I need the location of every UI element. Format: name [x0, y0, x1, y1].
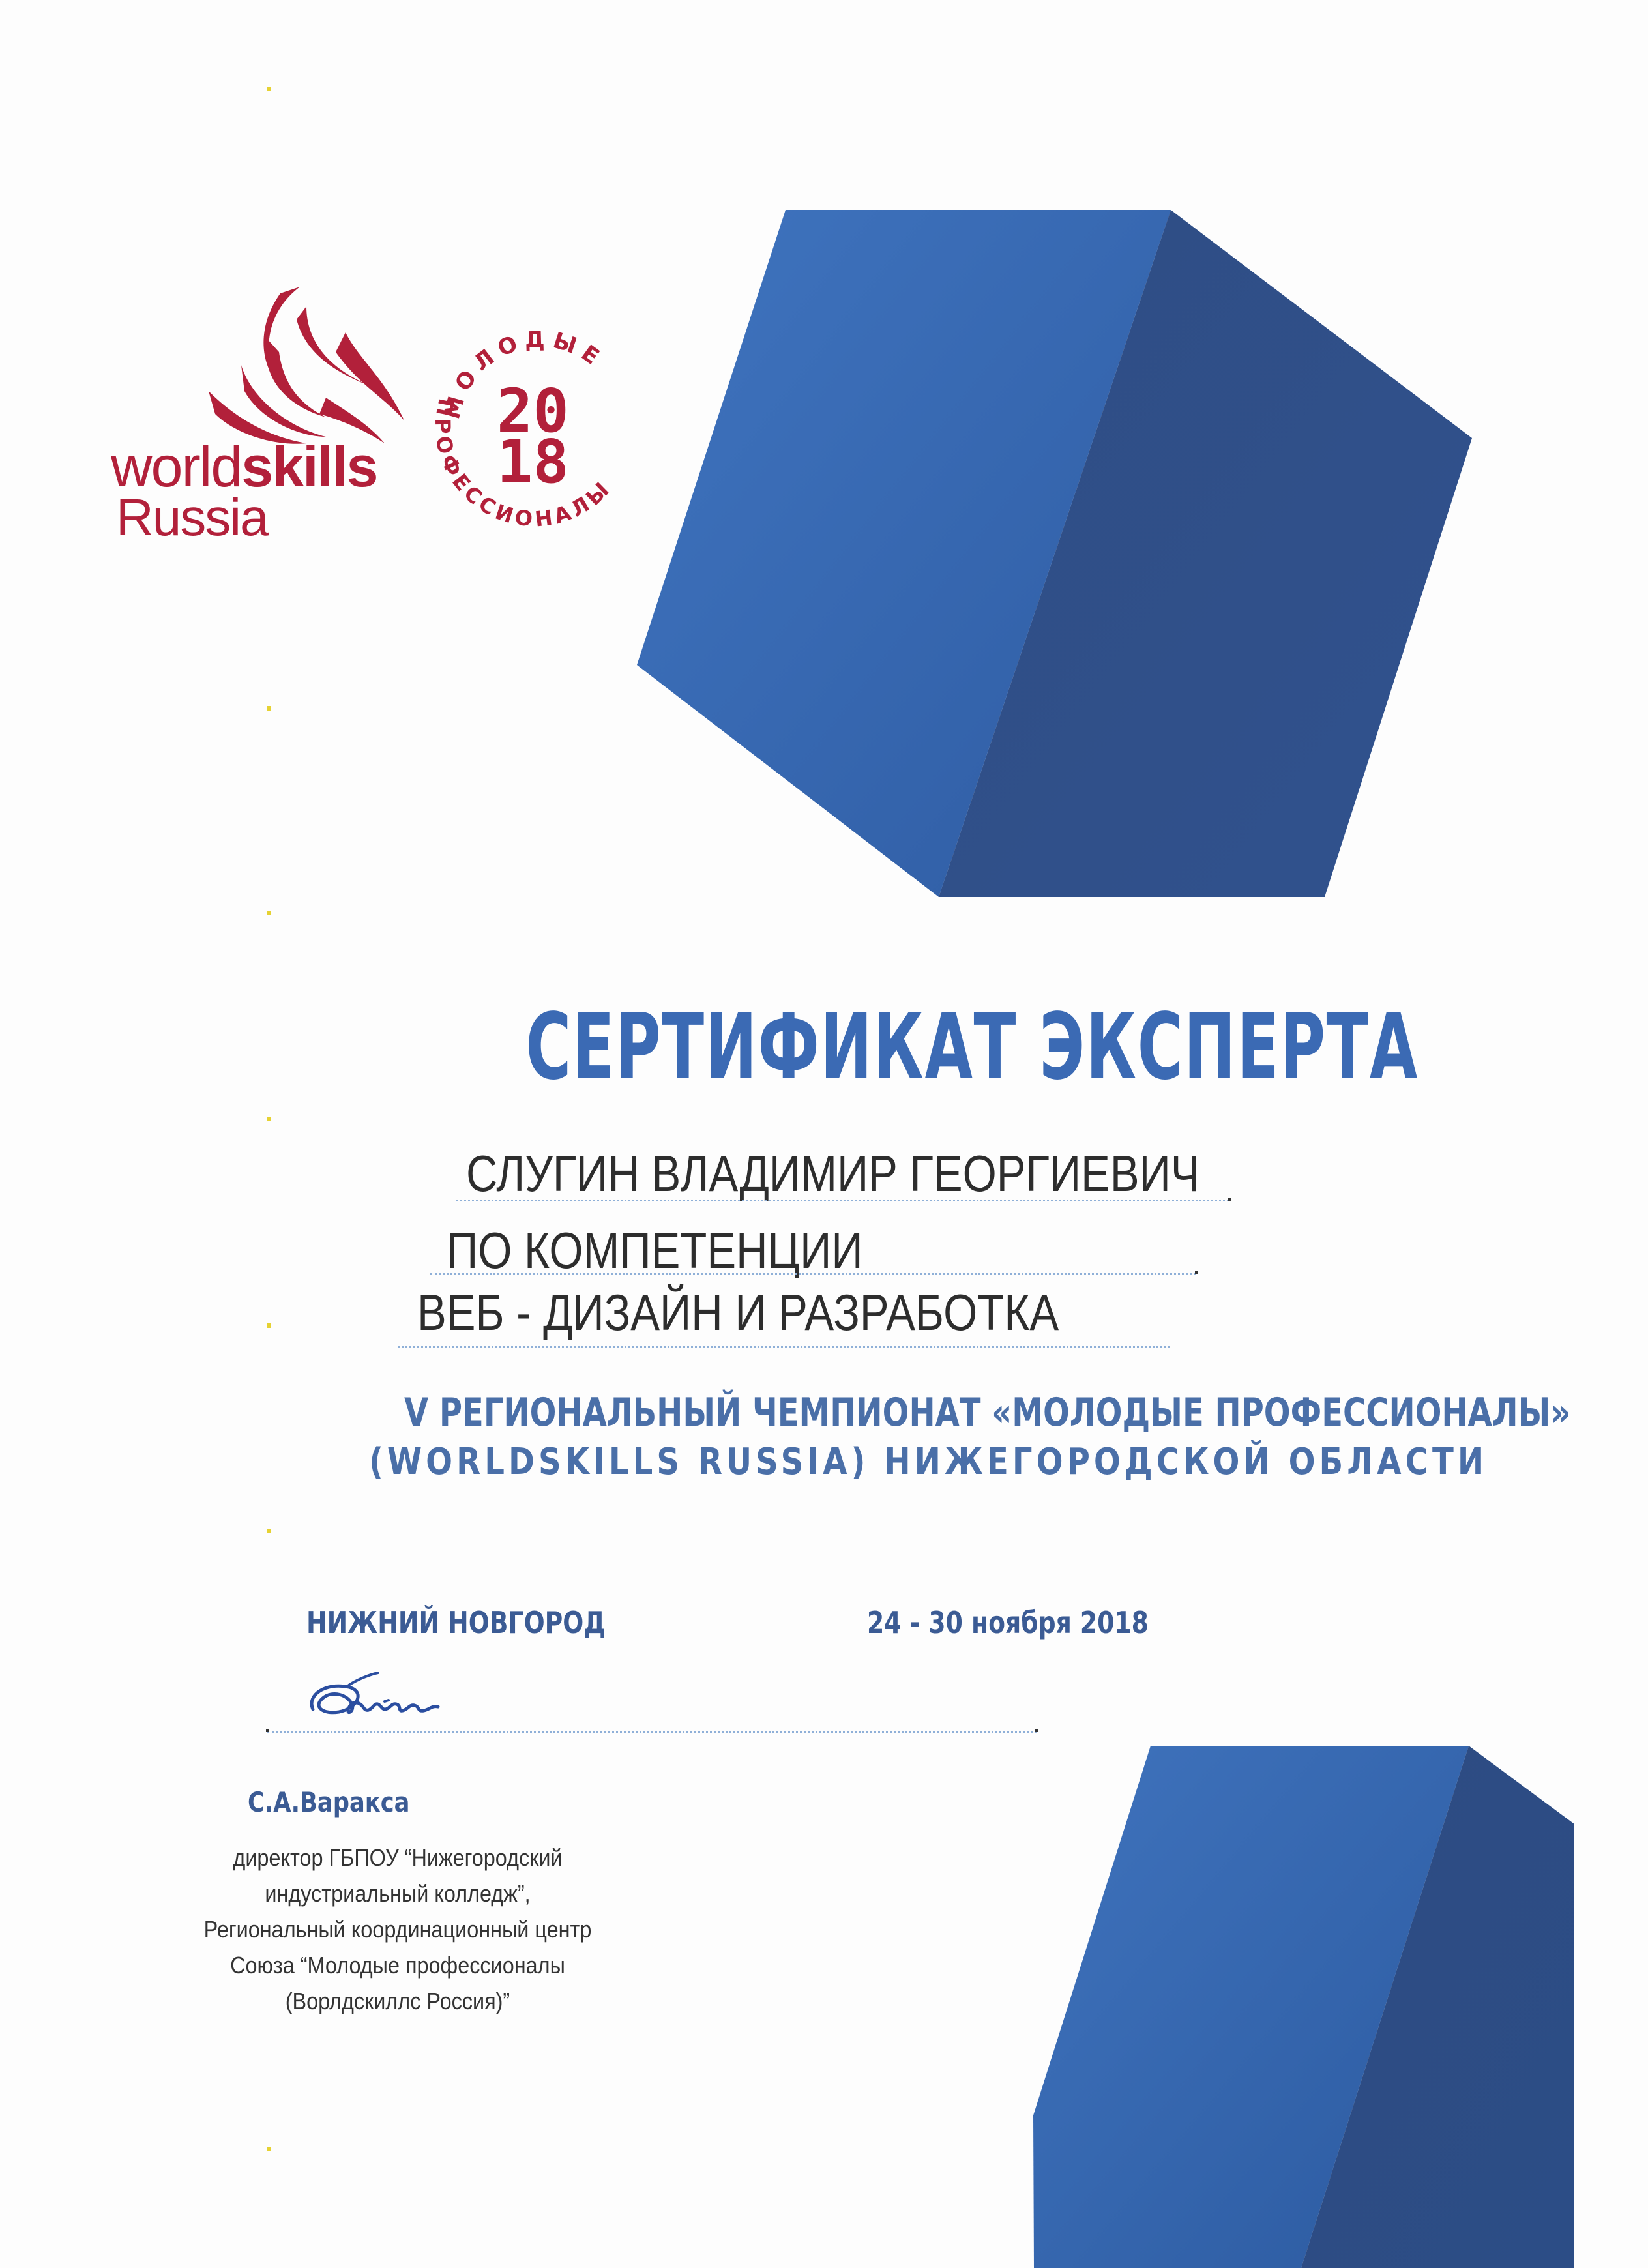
worldskills-flame-icon	[111, 280, 411, 450]
handwritten-signature	[287, 1669, 482, 1741]
logo-arc-bottom-text: ФЕССИОНАЛЫ	[435, 450, 617, 532]
signature-line-end	[1035, 1729, 1038, 1732]
signatory-position-line: Союза “Молодые профессионалы	[230, 1952, 565, 1979]
logo-year-top: 20	[497, 376, 569, 446]
signatory-position-line: (Ворлдскиллс Россия)”	[285, 1988, 510, 2014]
event-dates: 24 - 30 ноября 2018	[867, 1605, 1149, 1640]
certificate-title: СЕРТИФИКАТ ЭКСПЕРТА	[525, 994, 1419, 1100]
logo-year-bottom: 18	[497, 427, 569, 497]
worldskills-word-bold: skills	[241, 434, 377, 499]
signatory-name: С.А.Варакса	[248, 1786, 410, 1818]
cube-top	[637, 210, 1472, 897]
margin-dot	[267, 911, 271, 915]
expert-name: СЛУГИН ВЛАДИМИР ГЕОРГИЕВИЧ	[466, 1145, 1200, 1202]
competence-label-underline	[430, 1273, 1196, 1275]
worldskills-word-light: world	[111, 434, 242, 499]
margin-dot	[267, 1529, 271, 1533]
margin-dot	[267, 706, 271, 711]
signatory-position-line: индустриальный колледж”,	[265, 1880, 531, 1907]
worldskills-russia-logo	[111, 280, 411, 546]
young-professionals-2018-logo	[434, 319, 649, 548]
margin-dot	[267, 87, 271, 91]
name-underline	[456, 1200, 1229, 1201]
signatory-position-line: Региональный координационный центр	[203, 1916, 592, 1943]
championship-line-2: (WORLDSKILLS RUSSIA) НИЖЕГОРОДСКОЙ ОБЛАСТИ	[369, 1441, 1488, 1483]
margin-dot	[267, 2147, 271, 2151]
competence-underline	[398, 1346, 1170, 1348]
logo-arc-top-text: МОЛОДЫЕ	[439, 326, 610, 422]
name-underline-end	[1228, 1198, 1231, 1201]
signature-line	[267, 1731, 1037, 1733]
signatory-position-line: директор ГБПОУ “Нижегородский	[233, 1844, 563, 1871]
signatory-position	[169, 1840, 626, 2019]
margin-dot	[267, 1323, 271, 1328]
worldskills-russia-word: Russia	[116, 488, 268, 546]
competence-label: ПО КОМПЕТЕНЦИИ	[447, 1222, 863, 1279]
championship-line-1: V РЕГИОНАЛЬНЫЙ ЧЕМПИОНАТ «МОЛОДЫЕ ПРОФЕССИОНАЛЫ»	[404, 1390, 1571, 1436]
margin-dot	[267, 1117, 271, 1121]
event-city: НИЖНИЙ НОВГОРОД	[306, 1605, 606, 1640]
signature-line-start	[266, 1729, 269, 1732]
competence-name: ВЕБ - ДИЗАЙН И РАЗРАБОТКА	[417, 1284, 1059, 1341]
cube-bottom	[1033, 1746, 1574, 2268]
competence-label-underline-end	[1195, 1271, 1198, 1274]
